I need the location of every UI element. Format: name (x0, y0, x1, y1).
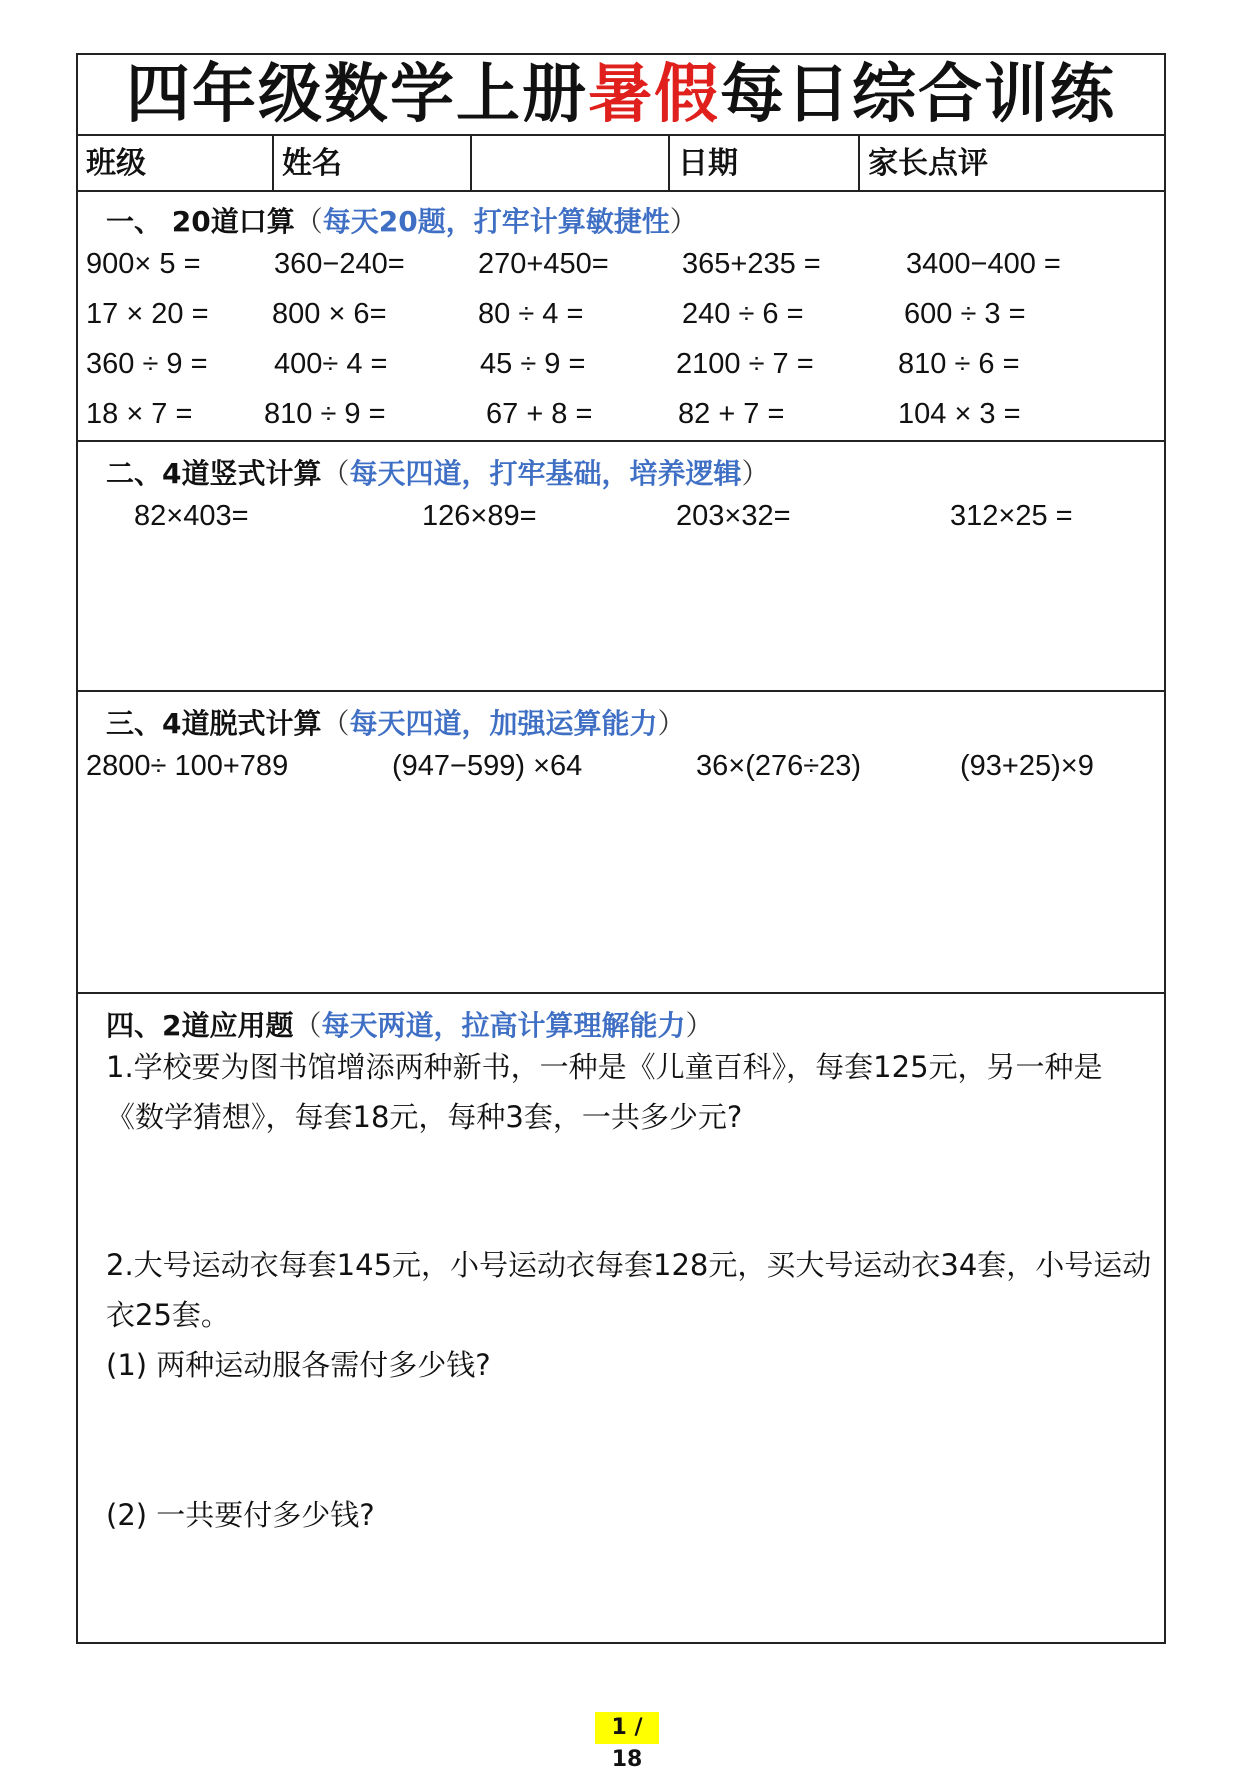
problem1-line2: 《数学猜想》，每套18元，每种3套，一共多少元? (106, 1100, 743, 1134)
problem2-sub1: (1) 两种运动服各需付多少钱? (106, 1348, 491, 1382)
oral-item: 800 × 6= (272, 298, 387, 330)
stepwise-item: (93+25)×9 (960, 750, 1094, 782)
section1-heading: 一、 20道口算（每天20题，打牢计算敏捷性） (106, 205, 698, 238)
oral-item: 240 ÷ 6 = (682, 298, 804, 330)
section-oral-calc (78, 192, 1164, 442)
stepwise-item: 2800÷ 100+789 (86, 750, 289, 782)
section3-heading: 三、4道脱式计算（每天四道，加强运算能力） (106, 707, 686, 740)
problem2-line2: 衣25套。 (106, 1298, 230, 1332)
title-highlight: 暑假 (588, 58, 720, 132)
stepwise-item: (947−599) ×64 (392, 750, 583, 782)
section4-heading: 四、2道应用题（每天两道，拉高计算理解能力） (106, 1009, 714, 1042)
parent-comment-cell[interactable]: 家长点评 (868, 146, 988, 181)
oral-item: 3400−400 = (906, 248, 1061, 280)
oral-item: 900× 5 = (86, 248, 201, 280)
info-row (78, 136, 1164, 192)
page-number: 1 / 18 (595, 1712, 659, 1744)
problem2-line1: 2.大号运动衣每套145元，小号运动衣每套128元，买大号运动衣34套，小号运动 (106, 1248, 1152, 1282)
oral-item: 810 ÷ 9 = (264, 398, 386, 430)
oral-item: 270+450= (478, 248, 609, 280)
stepwise-item: 36×(276÷23) (696, 750, 862, 782)
oral-item: 18 × 7 = (86, 398, 193, 430)
oral-item: 2100 ÷ 7 = (676, 348, 814, 380)
vertical-item: 126×89= (422, 500, 537, 532)
title-post: 每日综合训练 (720, 58, 1116, 132)
section2-heading: 二、4道竖式计算（每天四道，打牢基础，培养逻辑） (106, 457, 770, 490)
oral-item: 810 ÷ 6 = (898, 348, 1020, 380)
oral-item: 360−240= (274, 248, 405, 280)
worksheet (76, 53, 1166, 1644)
worksheet-title (78, 55, 1164, 136)
problem2-sub2: (2) 一共要付多少钱? (106, 1498, 375, 1532)
oral-item: 80 ÷ 4 = (478, 298, 584, 330)
vertical-item: 203×32= (676, 500, 791, 532)
oral-item: 600 ÷ 3 = (904, 298, 1026, 330)
date-cell[interactable]: 日期 (670, 136, 860, 190)
oral-item: 82 + 7 = (678, 398, 785, 430)
oral-item: 104 × 3 = (898, 398, 1021, 430)
section-vertical-calc (78, 442, 1164, 692)
title-pre: 四年级数学上册 (126, 58, 588, 132)
class-cell[interactable]: 班级 (78, 136, 274, 190)
oral-item: 17 × 20 = (86, 298, 209, 330)
oral-item: 360 ÷ 9 = (86, 348, 208, 380)
name-cell[interactable]: 姓名 (274, 136, 472, 190)
problem1-line1: 1.学校要为图书馆增添两种新书，一种是《儿童百科》，每套125元，另一种是 (106, 1050, 1103, 1084)
oral-item: 365+235 = (682, 248, 821, 280)
section-word-problems (78, 994, 1164, 1644)
oral-item: 400÷ 4 = (274, 348, 388, 380)
section-stepwise-calc (78, 692, 1164, 994)
oral-item: 67 + 8 = (486, 398, 593, 430)
vertical-item: 312×25 = (950, 500, 1073, 532)
oral-item: 45 ÷ 9 = (480, 348, 586, 380)
vertical-item: 82×403= (134, 500, 249, 532)
blank-cell[interactable] (472, 136, 670, 190)
